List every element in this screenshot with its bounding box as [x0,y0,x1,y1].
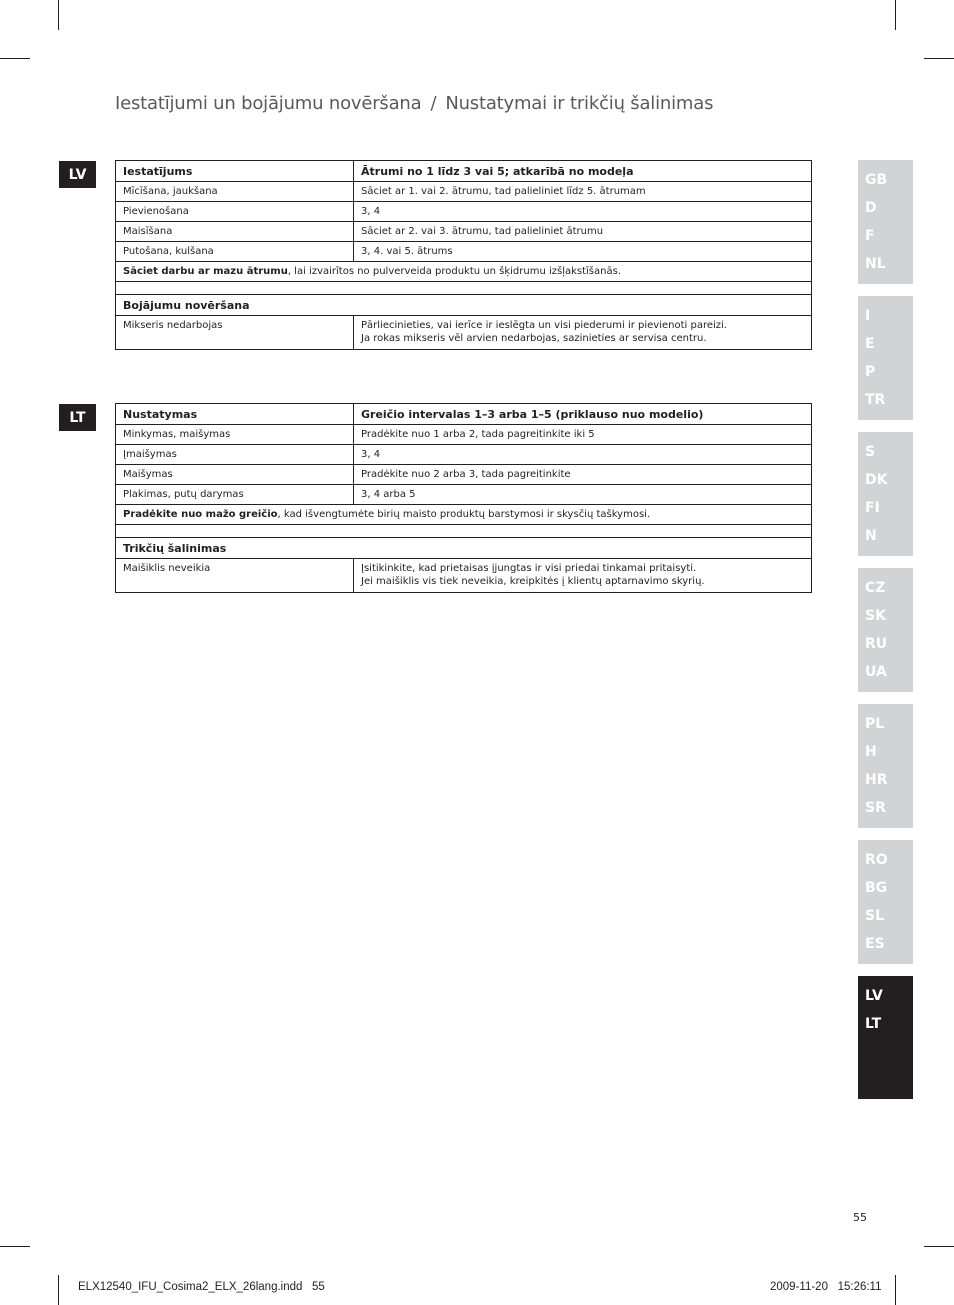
table-row [116,202,812,222]
language-index-item: PL [865,716,885,732]
table-row [116,465,812,485]
solution-line: Įsitikinkite, kad prietaisas įjungtas ir visi priedai tinkamai pritaisyti. [361,563,697,574]
language-index-item: CZ [865,580,886,596]
crop-mark-bottom-left-vertical [58,1275,59,1305]
crop-mark-top-right-horizontal [924,58,954,59]
note-bold: Pradėkite nuo mažo greičio [123,509,278,520]
language-index-item: LV [865,988,883,1004]
header-cell: Nustatymas [116,404,354,425]
table-spacer-row [116,282,812,295]
language-index-item: RU [865,636,888,652]
speed-cell: 3, 4 [354,202,812,222]
slug-time: 15:26:11 [837,1281,882,1293]
language-index-item: H [865,744,877,760]
spacer-cell [116,282,812,295]
solution-line: Pārliecinieties, vai ierīce ir ieslēgta un visi piederumi ir pievienoti pareizi. [361,320,727,331]
setting-cell: Putošana, kulšana [116,242,354,262]
table-row [116,425,812,445]
solution-line: Ja rokas mikseris vēl arvien nedarbojas, sazinieties ar servisa centru. [361,333,707,344]
crop-mark-bottom-right-horizontal [924,1246,954,1247]
title-lv: Iestatījumi un bojājumu novēršana [115,93,422,114]
language-index-group-active [858,976,913,1099]
problem-cell: Mikseris nedarbojas [116,316,354,350]
language-index-item: E [865,336,875,352]
troubleshooting-header-row [116,538,812,559]
language-index-item: SR [865,800,886,816]
page-title [115,93,713,114]
setting-cell: Maisīšana [116,222,354,242]
title-lt: Nustatymai ir trikčių šalinimas [445,93,714,114]
language-index-item: N [865,528,877,544]
table-row [116,182,812,202]
language-index-item: FI [865,500,880,516]
language-index-group-5 [858,704,913,828]
language-index-item: P [865,364,876,380]
spacer-cell [116,525,812,538]
slug-file-info [78,1281,325,1293]
crop-mark-bottom-right-vertical [895,1275,896,1305]
problem-cell: Maišiklis neveikia [116,559,354,593]
language-index-item: SK [865,608,886,624]
table-header-row [116,161,812,182]
language-index-item: D [865,200,877,216]
solution-cell [354,559,812,593]
speed-cell: 3, 4 [354,445,812,465]
setting-cell: Įmaišymas [116,445,354,465]
language-index-item: SL [865,908,885,924]
note-text: , lai izvairītos no pulverveida produktu un šķidrumu izšļakstīšanās. [287,266,621,277]
language-index-item: I [865,308,871,324]
lt-settings-table [115,403,812,593]
speed-cell: Pradėkite nuo 1 arba 2, tada pagreitinkite iki 5 [354,425,812,445]
table-row [116,559,812,593]
slug-date: 2009-11-20 [770,1281,828,1293]
table-header-row [116,404,812,425]
language-index-item: BG [865,880,888,896]
setting-cell: Mīcīšana, jaukšana [116,182,354,202]
language-index-item: UA [865,664,887,680]
language-index-item: S [865,444,876,460]
language-index-group-6 [858,840,913,964]
crop-mark-top-left-horizontal [0,58,30,59]
slug-timestamp [770,1281,882,1293]
language-index-item: GB [865,172,888,188]
table-row [116,445,812,465]
language-index-item: NL [865,256,886,272]
table-row [116,242,812,262]
table-note-row [116,262,812,282]
setting-cell: Minkymas, maišymas [116,425,354,445]
language-index-item: ES [865,936,885,952]
language-index-item: TR [865,392,886,408]
table-spacer-row [116,525,812,538]
language-index-item: F [865,228,875,244]
note-cell [116,262,812,282]
speed-cell: Sāciet ar 2. vai 3. ātrumu, tad palieliniet ātrumu [354,222,812,242]
speed-cell: 3, 4. vai 5. ātrums [354,242,812,262]
lv-settings-table [115,160,812,350]
troubleshooting-header-row [116,295,812,316]
slug-file-name: ELX12540_IFU_Cosima2_ELX_26lang.indd [78,1281,303,1293]
note-cell [116,505,812,525]
page-number: 55 [853,1211,867,1224]
setting-cell: Pievienošana [116,202,354,222]
speed-cell: 3, 4 arba 5 [354,485,812,505]
language-index-group-1 [858,160,913,284]
slug-page: 55 [312,1281,325,1293]
header-cell: Greičio intervalas 1–3 arba 1–5 (priklauso nuo modelio) [354,404,812,425]
header-cell: Bojājumu novēršana [116,295,812,316]
header-cell: Iestatījums [116,161,354,182]
language-index-item: HR [865,772,888,788]
note-text: , kad išvengtumėte birių maisto produktų barstymosi ir skysčių taškymosi. [277,509,651,520]
language-index-item: DK [865,472,888,488]
setting-cell: Maišymas [116,465,354,485]
crop-mark-top-left-vertical [58,0,59,30]
setting-cell: Plakimas, putų darymas [116,485,354,505]
header-cell: Ātrumi no 1 līdz 3 vai 5; atkarībā no modeļa [354,161,812,182]
lv-language-tag: LV [59,161,96,188]
header-cell: Trikčių šalinimas [116,538,812,559]
table-row [116,485,812,505]
language-index-item: RO [865,852,888,868]
table-note-row [116,505,812,525]
table-row [116,222,812,242]
speed-cell: Sāciet ar 1. vai 2. ātrumu, tad palieliniet līdz 5. ātrumam [354,182,812,202]
crop-mark-bottom-left-horizontal [0,1246,30,1247]
table-row [116,316,812,350]
language-index-group-4 [858,568,913,692]
crop-mark-top-right-vertical [895,0,896,30]
speed-cell: Pradėkite nuo 2 arba 3, tada pagreitinkite [354,465,812,485]
language-index-group-3 [858,432,913,556]
language-index-item: LT [865,1016,882,1032]
solution-cell [354,316,812,350]
lt-language-tag: LT [59,404,96,431]
language-index-group-2 [858,296,913,420]
solution-line: Jei maišiklis vis tiek neveikia, kreipkitės į klientų aptarnavimo skyrių. [361,576,705,587]
title-separator: / [430,93,437,114]
note-bold: Sāciet darbu ar mazu ātrumu [123,266,288,277]
